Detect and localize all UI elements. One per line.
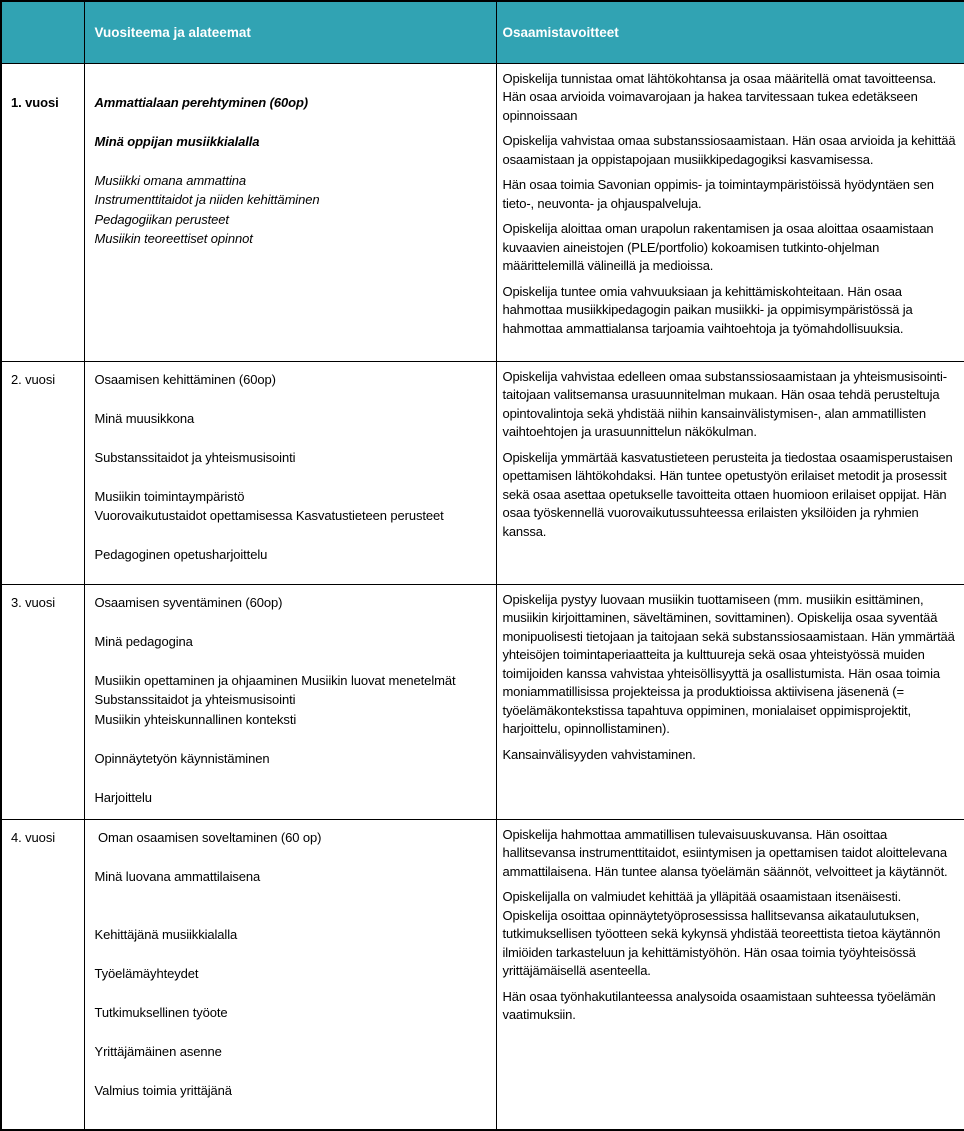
objectives-list xyxy=(503,826,960,1025)
objective-paragraph: Hän osaa työnhakutilanteessa analysoida osaamistaan suhteessa työelämän vaatimuksiin. xyxy=(503,988,960,1025)
theme-line xyxy=(95,906,492,926)
objectives-cell-4 xyxy=(496,819,964,1130)
objectives-cell-2 xyxy=(496,361,964,584)
table-row-year-4 xyxy=(1,819,964,1130)
objectives-list xyxy=(503,368,960,542)
year-cell-1 xyxy=(1,63,84,361)
theme-line: Instrumenttitaidot ja niiden kehittäminen xyxy=(95,190,492,210)
theme-line xyxy=(95,151,492,171)
theme-line xyxy=(95,729,492,749)
objectives-cell-1 xyxy=(496,63,964,361)
theme-line: Oman osaamisen soveltaminen (60 op) xyxy=(95,828,492,848)
objective-paragraph: Opiskelija tunnistaa omat lähtökohtansa ja osaa määritellä omat tavoitteensa. Hän osaa arvioida voimavarojaan ja hakea tarvitessaan tukea edetäkseen opinnoissaan xyxy=(503,70,960,126)
theme-line: Pedagogiikan perusteet xyxy=(95,210,492,230)
theme-line xyxy=(95,847,492,867)
table-row-year-2 xyxy=(1,361,964,584)
theme-line: Tutkimuksellinen työote xyxy=(95,1003,492,1023)
theme-line xyxy=(95,1023,492,1043)
objective-paragraph: Opiskelija tuntee omia vahvuuksiaan ja kehittämiskohteitaan. Hän osaa hahmottaa musiikkipedagogin paikan musiikki- ja oppimisympäristössä ja hahmottaa ammattialansa tarjoamia vaihtoehtoja ja työmahdollisuuksia. xyxy=(503,283,960,339)
theme-line: Valmius toimia yrittäjänä xyxy=(95,1081,492,1101)
themes-cell-2 xyxy=(84,361,496,584)
objective-paragraph: Opiskelija vahvistaa edelleen omaa substanssiosaamistaan ja yhteismusisointi-taitojaan valitsemansa urasuunnitelman mukaan. Hän osaa tehdä perusteltuja opintovalintoja sekä yhdistää niihin kansainvälistymisen-, alan ammatillisten vaihtoehtojen ja urasuunnittelun näkökulman. xyxy=(503,368,960,442)
objective-paragraph: Opiskelija vahvistaa omaa substanssiosaamistaan. Hän osaa arvioida ja kehittää osaamistaan ja oppistapojaan musiikkipedagogiksi kasvamisessa. xyxy=(503,132,960,169)
theme-line: Substanssitaidot ja yhteismusisointi xyxy=(95,448,492,468)
header-label-objectives: Osaamistavoitteet xyxy=(503,25,964,40)
theme-line: Yrittäjämäinen asenne xyxy=(95,1042,492,1062)
theme-line: Musiikin teoreettiset opinnot xyxy=(95,229,492,249)
table-row-year-1 xyxy=(1,63,964,361)
table-header-row xyxy=(1,1,964,63)
theme-line: Osaamisen kehittäminen (60op) xyxy=(95,370,492,390)
theme-line: Substanssitaidot ja yhteismusisointi xyxy=(95,690,492,710)
objective-paragraph: Opiskelijalla on valmiudet kehittää ja ylläpitää osaamistaan itsenäisesti. Opiskelija osoittaa opinnäytetyöprosessissa hallitsevansa aikataulutuksen, tutkimuksellisen työotteen sekä kykynsä yhdistää teoreettista tietoa käytännön ilmiöiden tarkasteluun ja kehittämistyöhön. Hän osaa toimia työyhteisössä yrittäjämäisellä asenteella. xyxy=(503,888,960,981)
objectives-list xyxy=(503,70,960,339)
header-cell-year xyxy=(1,1,84,63)
theme-line: Osaamisen syventäminen (60op) xyxy=(95,593,492,613)
table-row-year-3 xyxy=(1,584,964,819)
header-cell-objectives xyxy=(496,1,964,63)
theme-line: Minä pedagogina xyxy=(95,632,492,652)
objective-paragraph: Opiskelija hahmottaa ammatillisen tulevaisuuskuvansa. Hän osoittaa hallitsevansa instrumenttitaidot, esiintymisen ja opettamisen taidot aloittelevana ammattilaisena. Hän tuntee alansa työelämän säännöt, velvoitteet ja käytännöt. xyxy=(503,826,960,882)
theme-line: Vuorovaikutustaidot opettamisessa Kasvatustieteen perusteet xyxy=(95,506,492,526)
objective-paragraph: Hän osaa toimia Savonian oppimis- ja toimintaympäristöissä hyödyntäen sen tieto-, neuvonta- ja ohjauspalveluja. xyxy=(503,176,960,213)
theme-line xyxy=(95,467,492,487)
theme-line xyxy=(95,984,492,1004)
objectives-cell-3 xyxy=(496,584,964,819)
theme-line: Harjoittelu xyxy=(95,788,492,808)
theme-line xyxy=(95,612,492,632)
theme-line xyxy=(95,651,492,671)
theme-line: Pedagoginen opetusharjoittelu xyxy=(95,545,492,565)
year-label: 3. vuosi xyxy=(11,593,80,612)
header-cell-themes xyxy=(84,1,496,63)
objective-paragraph: Opiskelija pystyy luovaan musiikin tuottamiseen (mm. musiikin esittäminen, musiikin kirjoittaminen, säveltäminen, sovittaminen). Opiskelija osaa syventää monipuolisesti tietojaan ja taitojaan sekä substanssiosaamistaan. Hän ymmärtää yhteisöjen toimintaperiaatteita ja kulttuureja sekä osaa yhteistyössä muiden toimijoiden kanssa vahvistaa yhteisöllisyyttä ja osallistumista. Hän osaa toimia moniammatillisissa projekteissa ja produktioissa aktiivisena jäsenenä (= työelämäkontekstissa tapahtuva oppiminen, monialaiset oppimisprojektit, harjoittelu, opinnollistaminen). xyxy=(503,591,960,739)
year-label: 2. vuosi xyxy=(11,370,80,389)
theme-line xyxy=(95,768,492,788)
theme-line: Musiikin toimintaympäristö xyxy=(95,487,492,507)
theme-line: Musiikki omana ammattina xyxy=(95,171,492,191)
theme-line xyxy=(95,1062,492,1082)
theme-line xyxy=(95,112,492,132)
themes-cell-3 xyxy=(84,584,496,819)
year-label: 4. vuosi xyxy=(11,828,80,847)
themes-list xyxy=(95,370,492,565)
year-cell-3 xyxy=(1,584,84,819)
theme-line xyxy=(95,886,492,906)
theme-line xyxy=(95,428,492,448)
themes-list xyxy=(95,93,492,249)
theme-line: Opinnäytetyön käynnistäminen xyxy=(95,749,492,769)
header-label-themes: Vuositeema ja alateemat xyxy=(95,25,496,40)
themes-cell-4 xyxy=(84,819,496,1130)
year-cell-2 xyxy=(1,361,84,584)
theme-line: Minä muusikkona xyxy=(95,409,492,429)
theme-line: Ammattialaan perehtyminen (60op) xyxy=(95,93,492,113)
theme-line: Minä oppijan musiikkialalla xyxy=(95,132,492,152)
themes-list xyxy=(95,828,492,1101)
theme-line xyxy=(95,389,492,409)
theme-line: Työelämäyhteydet xyxy=(95,964,492,984)
objective-paragraph: Opiskelija aloittaa oman urapolun rakentamisen ja osaa aloittaa osaamistaan kuvaavien aineistojen (PLE/portfolio) kokoamisen tutkinto-ohjelman määrittelemillä välineillä ja medioissa. xyxy=(503,220,960,276)
theme-line xyxy=(95,526,492,546)
theme-line xyxy=(95,945,492,965)
objective-paragraph: Kansainvälisyyden vahvistaminen. xyxy=(503,746,960,765)
objectives-list xyxy=(503,591,960,765)
theme-line: Minä luovana ammattilaisena xyxy=(95,867,492,887)
theme-line: Kehittäjänä musiikkialalla xyxy=(95,925,492,945)
year-cell-4 xyxy=(1,819,84,1130)
objective-paragraph: Opiskelija ymmärtää kasvatustieteen perusteita ja tiedostaa osaamisperustaisen opettamisen lähtökohdaksi. Hän tuntee opetustyön erilaiset metodit ja prosessit sekä osaa asettaa opetukselle tavoitteita ottaen huomioon erilaiset oppijat. Hän osaa työskennellä vuorovaikutussuhteessa erilaisten yksilöiden ja ryhmien kanssa. xyxy=(503,449,960,542)
themes-cell-1 xyxy=(84,63,496,361)
theme-line: Musiikin yhteiskunnallinen konteksti xyxy=(95,710,492,730)
themes-list xyxy=(95,593,492,808)
year-label: 1. vuosi xyxy=(11,93,80,112)
theme-line: Musiikin opettaminen ja ohjaaminen Musiikin luovat menetelmät xyxy=(95,671,492,691)
